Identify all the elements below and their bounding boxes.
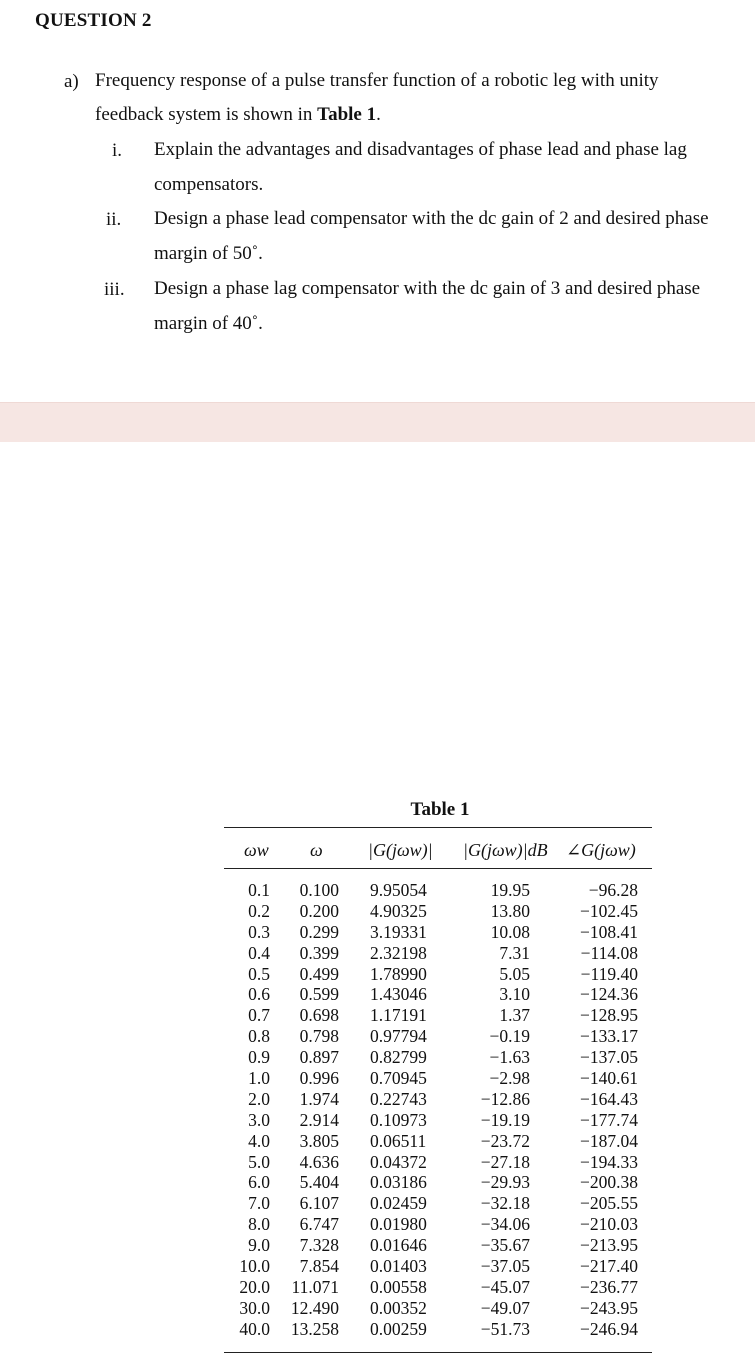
table-cell: −124.36 (580, 984, 638, 1005)
table-cell: −35.67 (480, 1235, 530, 1256)
table-cell: 2.0 (248, 1088, 270, 1109)
table-cell: 0.4 (248, 942, 270, 963)
table-cell: 5.404 (299, 1172, 339, 1193)
table-cell: 6.747 (299, 1214, 339, 1235)
table-cell: 5.05 (499, 963, 530, 984)
table-cell: 0.00352 (370, 1297, 427, 1318)
table-cell: −23.72 (480, 1130, 530, 1151)
table-cell: 3.19331 (370, 921, 427, 942)
header-omega: ω (310, 840, 323, 860)
table-cell: 11.071 (291, 1276, 339, 1297)
table-cell: −102.45 (580, 900, 638, 921)
part-a-line-2-end: . (376, 104, 381, 125)
item-i-line-2: compensators. (154, 174, 264, 195)
table-caption: Table 1 (410, 799, 470, 820)
table-cell: 9.0 (248, 1235, 270, 1256)
item-iii-line-2: margin of 40˚. (154, 313, 263, 334)
table-cell: 20.0 (239, 1276, 270, 1297)
table-cell: 1.17191 (370, 1005, 427, 1026)
table-cell: 1.78990 (370, 963, 427, 984)
table-cell: −29.93 (480, 1172, 530, 1193)
item-iii-label: iii. (104, 279, 125, 300)
header-phase: ∠G(jωw) (566, 840, 636, 860)
table-cell: −164.43 (580, 1088, 638, 1109)
table-cell: 5.0 (248, 1151, 270, 1172)
part-a-line-2 (95, 98, 381, 132)
table-cell: 10.08 (490, 921, 530, 942)
table-cell: −45.07 (480, 1276, 530, 1297)
table-cell: 6.107 (299, 1193, 339, 1214)
table-cell: 0.04372 (370, 1151, 427, 1172)
table-cell: 3.805 (299, 1130, 339, 1151)
table-cell: −51.73 (480, 1318, 530, 1339)
table-cell: 9.95054 (370, 880, 427, 900)
table-cell: −19.19 (480, 1109, 530, 1130)
table-cell: 0.01980 (370, 1214, 427, 1235)
table-cell: 0.01403 (370, 1256, 427, 1277)
table-cell: 0.03186 (370, 1172, 427, 1193)
table-cell: −140.61 (580, 1068, 638, 1089)
table-cell: −137.05 (580, 1047, 638, 1068)
table-cell: −213.95 (580, 1235, 638, 1256)
table-cell: 19.95 (490, 880, 530, 900)
document-page-top (0, 0, 755, 402)
column-phase (566, 880, 638, 1340)
table-cell: 13.80 (490, 900, 530, 921)
table-cell: −114.08 (580, 942, 638, 963)
item-iii-line-1: Design a phase lag compensator with the dc gain of 3 and desired phase (154, 278, 701, 299)
table-cell: 12.490 (290, 1297, 339, 1318)
table-cell: −27.18 (480, 1151, 530, 1172)
table-cell: −1.63 (489, 1047, 530, 1068)
table-cell: 3.0 (248, 1109, 270, 1130)
column-magnitude-db (468, 880, 530, 1340)
table-cell: 4.636 (299, 1151, 339, 1172)
table-cell: 4.90325 (370, 900, 427, 921)
table-cell: 0.3 (248, 921, 270, 942)
table-cell: −187.04 (580, 1130, 638, 1151)
table-cell: 4.0 (248, 1130, 270, 1151)
table-cell: −96.28 (588, 880, 638, 900)
table-cell: 7.31 (499, 942, 530, 963)
page-separator-band (0, 402, 755, 443)
table-cell: 0.22743 (370, 1088, 427, 1109)
table-cell: 3.10 (499, 984, 530, 1005)
table-cell: 0.00558 (370, 1276, 427, 1297)
part-a-line-1: Frequency response of a pulse transfer function of a robotic leg with unity (95, 70, 659, 91)
table-cell: 0.00259 (370, 1318, 427, 1339)
table-cell: 0.5 (248, 963, 270, 984)
table-cell: 10.0 (239, 1256, 270, 1277)
table-cell: 7.328 (299, 1235, 339, 1256)
part-a-label: a) (64, 71, 79, 92)
item-ii-line-2: margin of 50˚. (154, 243, 263, 264)
table-cell: −236.77 (580, 1276, 638, 1297)
table-cell: 1.37 (499, 1005, 530, 1026)
table-cell: 0.1 (248, 880, 270, 900)
table-cell: −217.40 (580, 1256, 638, 1277)
item-ii-label: ii. (106, 209, 122, 230)
table-cell: −210.03 (580, 1214, 638, 1235)
table-cell: 0.798 (299, 1026, 339, 1047)
table-cell: −108.41 (580, 921, 638, 942)
table-cell: 0.06511 (370, 1130, 427, 1151)
table-cell: 40.0 (239, 1318, 270, 1339)
table-cell: −49.07 (480, 1297, 530, 1318)
table-cell: −34.06 (480, 1214, 530, 1235)
part-a-line-2-text: feedback system is shown in (95, 104, 318, 125)
table-cell: 0.8 (248, 1026, 270, 1047)
header-omega-w: ωw (244, 840, 269, 860)
table-cell: 6.0 (248, 1172, 270, 1193)
table-cell: −194.33 (580, 1151, 638, 1172)
table-cell: −246.94 (580, 1318, 638, 1339)
table-cell: −177.74 (580, 1109, 638, 1130)
table-cell: 2.32198 (370, 942, 427, 963)
table-cell: 8.0 (248, 1214, 270, 1235)
table-cell: 0.10973 (370, 1109, 427, 1130)
table-cell: −200.38 (580, 1172, 638, 1193)
table-cell: −2.98 (489, 1068, 530, 1089)
table-cell: 0.599 (299, 984, 339, 1005)
table-cell: 0.82799 (370, 1047, 427, 1068)
table-cell: 0.897 (299, 1047, 339, 1068)
table-bottom-rule (224, 1352, 652, 1353)
table-cell: 0.698 (299, 1005, 339, 1026)
question-title: QUESTION 2 (35, 10, 152, 31)
table-cell: 13.258 (290, 1318, 339, 1339)
table-cell: 2.914 (299, 1109, 339, 1130)
table-cell: 0.7 (248, 1005, 270, 1026)
table-cell: 0.499 (299, 963, 339, 984)
item-i-line-1: Explain the advantages and disadvantages of phase lead and phase lag (154, 139, 687, 160)
table-cell: 30.0 (239, 1297, 270, 1318)
table-cell: 0.70945 (370, 1068, 427, 1089)
table-reference: Table 1 (317, 104, 377, 125)
table-cell: 1.0 (248, 1068, 270, 1089)
table-cell: 0.100 (299, 880, 339, 900)
table-cell: −128.95 (580, 1005, 638, 1026)
table-cell: 0.9 (248, 1047, 270, 1068)
table-cell: 0.996 (299, 1068, 339, 1089)
table-cell: −205.55 (580, 1193, 638, 1214)
header-magnitude: |G(jωw)| (368, 840, 433, 860)
table-cell: 0.01646 (370, 1235, 427, 1256)
table-cell: 1.43046 (370, 984, 427, 1005)
table-cell: 0.2 (248, 900, 270, 921)
item-i-label: i. (112, 140, 123, 161)
table-cell: −133.17 (580, 1026, 638, 1047)
header-magnitude-db: |G(jωw)|dB (463, 840, 548, 860)
table-cell: 1.974 (299, 1088, 339, 1109)
table-cell: −32.18 (480, 1193, 530, 1214)
table-cell: 0.200 (299, 900, 339, 921)
table-cell: −243.95 (580, 1297, 638, 1318)
table-cell: −12.86 (480, 1088, 530, 1109)
table-top-rule (224, 827, 652, 828)
item-ii-line-1: Design a phase lead compensator with the dc gain of 2 and desired phase (154, 208, 709, 229)
table-cell: 0.399 (299, 942, 339, 963)
table-cell: 7.854 (299, 1256, 339, 1277)
table-cell: −0.19 (489, 1026, 530, 1047)
table-cell: 0.6 (248, 984, 270, 1005)
table-header-rule (224, 868, 652, 869)
column-omega-w (228, 880, 270, 1340)
table-cell: −37.05 (480, 1256, 530, 1277)
column-omega (285, 880, 339, 1340)
table-cell: 0.97794 (370, 1026, 427, 1047)
table-cell: 0.02459 (370, 1193, 427, 1214)
column-magnitude (370, 880, 450, 1340)
table-cell: −119.40 (580, 963, 638, 984)
table-cell: 7.0 (248, 1193, 270, 1214)
table-cell: 0.299 (299, 921, 339, 942)
